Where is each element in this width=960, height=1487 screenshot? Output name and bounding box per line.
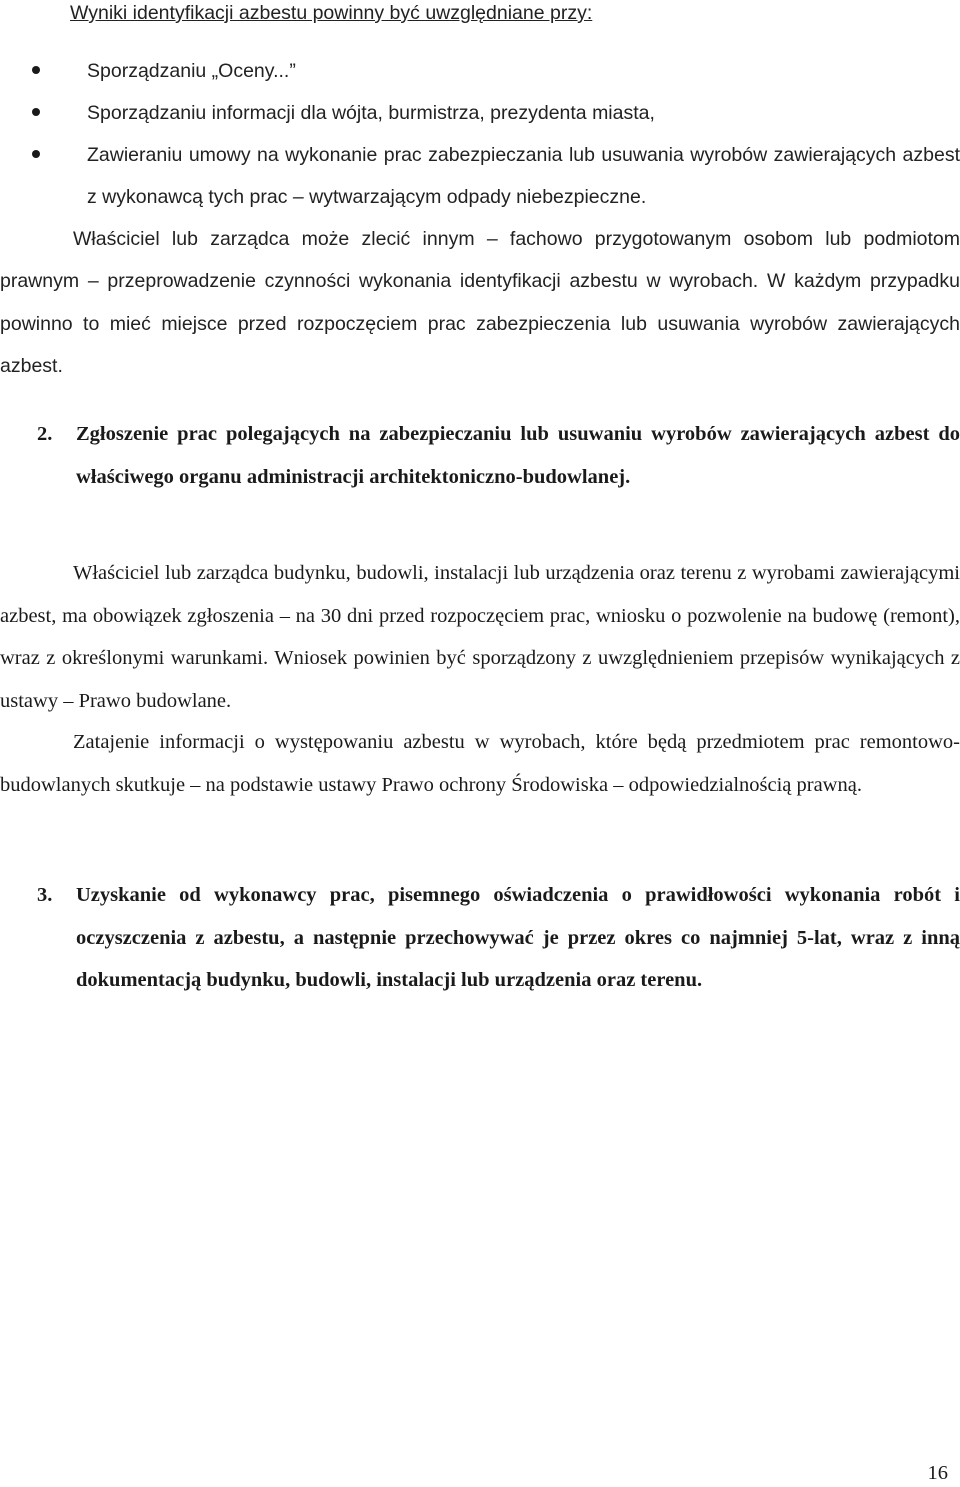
paragraph-concealment-liability: Zatajenie informacji o występowaniu azbestu w wyrobach, które będą przedmiotem prac remontowo-budowlanych skutkuje – na podstawie ustawy Prawo ochrony Środowiska – odpowiedzialnością prawną. <box>0 731 960 796</box>
heading-number: 3. <box>37 884 53 906</box>
section-heading-underlined: Wyniki identyfikacji azbestu powinny być uwzględniane przy: <box>70 2 593 24</box>
page-number: 16 <box>927 1462 948 1484</box>
paragraph-notification-obligation: Właściciel lub zarządca budynku, budowli, instalacji lub urządzenia oraz terenu z wyrobami zawierającymi azbest, ma obowiązek zgłoszenia – na 30 dni przed rozpoczęciem prac, wniosku o pozwolenie na budowę (remont), wraz z określonymi warunkami. Wniosek powinien być sporządzony z uwzględnieniem przepisów wynikających z ustawy – Prawo budowlane. <box>0 562 960 712</box>
list-item-text: Zawieraniu umowy na wykonanie prac zabezpieczania lub usuwania wyrobów zawierających azbest z wykonawcą tych prac – wytwarzającym odpady niebezpieczne. <box>87 144 960 208</box>
list-item <box>0 92 960 134</box>
bullet-list <box>0 50 960 218</box>
list-item <box>0 134 960 218</box>
numbered-heading-2 <box>0 413 960 498</box>
list-item-text: Sporządzaniu informacji dla wójta, burmistrza, prezydenta miasta, <box>87 102 655 124</box>
bullet-icon <box>32 108 40 116</box>
numbered-heading-3 <box>0 874 960 1002</box>
bullet-icon <box>32 150 40 158</box>
bullet-icon <box>32 66 40 74</box>
list-item <box>0 50 960 92</box>
heading-text: Zgłoszenie prac polegających na zabezpieczaniu lub usuwaniu wyrobów zawierających azbest do właściwego organu administracji architektoniczno-budowlanej. <box>76 423 960 488</box>
paragraph-identification-delegation: Właściciel lub zarządca może zlecić innym – fachowo przygotowanym osobom lub podmiotom prawnym – przeprowadzenie czynności wykonania identyfikacji azbestu w wyrobach. W każdym przypadku powinno to mieć miejsce przed rozpoczęciem prac zabezpieczenia lub usuwania wyrobów zawierających azbest. <box>0 228 960 377</box>
list-item-text: Sporządzaniu „Oceny...” <box>87 60 296 82</box>
heading-text: Uzyskanie od wykonawcy prac, pisemnego oświadczenia o prawidłowości wykonania robót i oczyszczenia z azbestu, a następnie przechowywać je przez okres co najmniej 5-lat, wraz z inną dokumentacją budynku, budowli, instalacji lub urządzenia oraz terenu. <box>76 884 960 991</box>
heading-number: 2. <box>37 423 53 445</box>
